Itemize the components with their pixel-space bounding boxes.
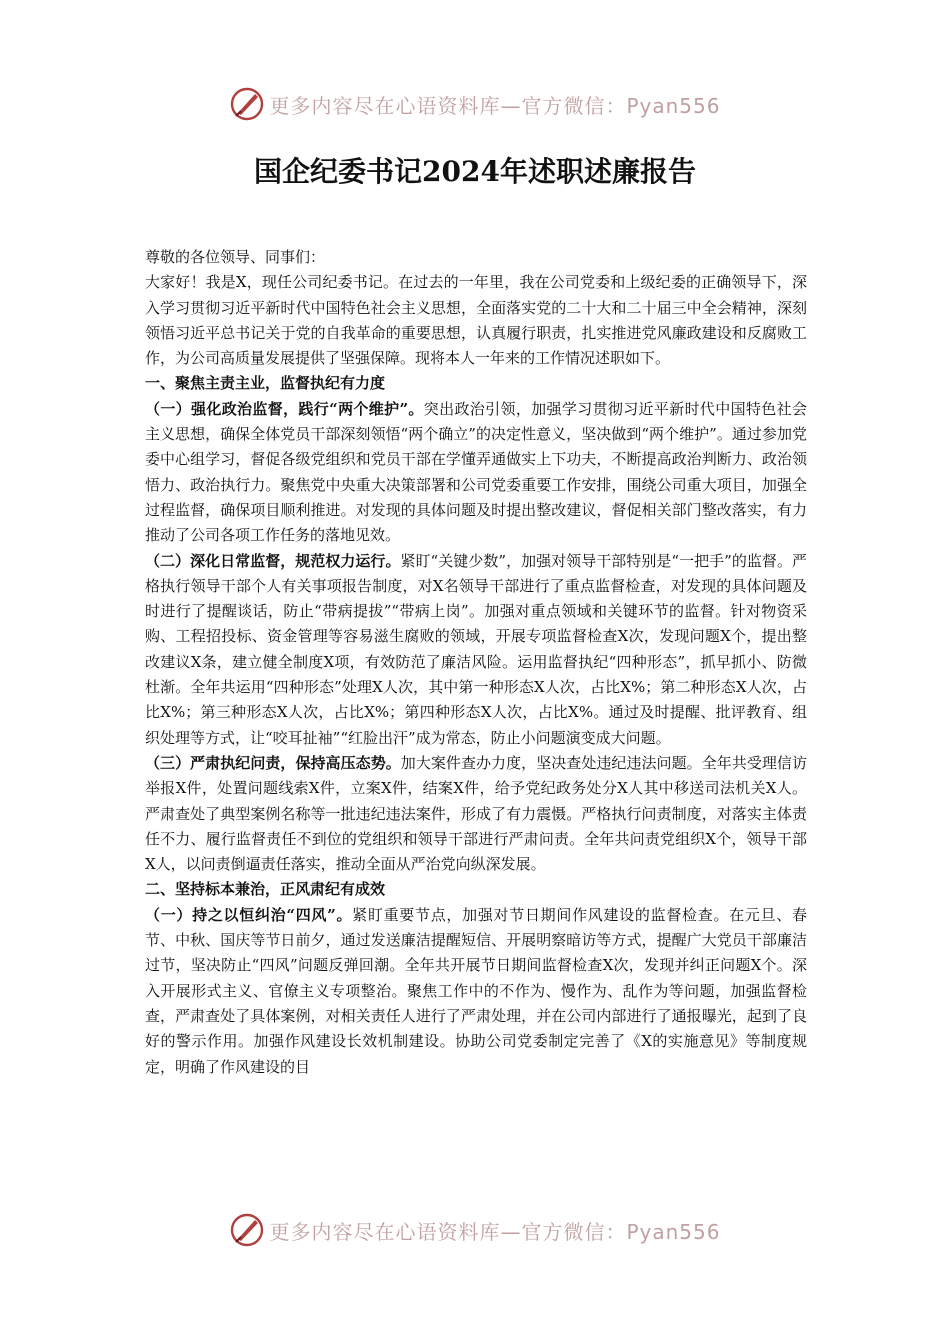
greeting: 尊敬的各位领导、同事们： <box>145 248 326 266</box>
section-heading: 一、聚焦主责主业，监督执纪有力度 <box>145 374 386 393</box>
paragraph <box>145 549 807 751</box>
paragraph-lead: （三）严肃执纪问责，保持高压态势。 <box>145 753 401 772</box>
intro-paragraph: 大家好！我是X，现任公司纪委书记。在过去的一年里，我在公司党委和上级纪委的正确领导下，深入学习贯彻习近平新时代中国特色社会主义思想，全面落实党的二十大和二十届三中全会精神，深刻领悟习近平总书记关于党的自我革命的重要思想，认真履行职责，扎实推进党风廉政建设和反腐败工作，为公司高质量发展提供了坚强保障。现将本人一年来的工作情况述职如下。 <box>145 273 807 368</box>
paragraph-text: 加大案件查办力度，坚决查处违纪违法问题。全年共受理信访举报X件，处置问题线索X件，立案X件，结案X件，给予党纪政务处分X人其中移送司法机关X人。严肃查处了典型案例名称等一批违纪违法案件，形成了有力震慑。严格执行问责制度，对落实主体责任不力、履行监督责任不到位的党组织和领导干部进行严肃问责。全年共问责党组织X个，领导干部X人，以问责倒逼责任落实，推动全面从严治党向纵深发展。 <box>145 753 807 874</box>
paragraph-lead: （一）持之以恒纠治“四风”。 <box>145 905 353 924</box>
paragraph-text: 突出政治引领，加强学习贯彻习近平新时代中国特色社会主义思想，确保全体党员干部深刻领悟“两个确立”的决定性意义，坚决做到“两个维护”。通过参加党委中心组学习，督促各级党组织和党员干部在学懂弄通做实上下功夫，不断提高政治判断力、政治领悟力、政治执行力。聚焦党中央重大决策部署和公司党委重要工作安排，围绕公司重大项目，加强全过程监督，确保项目顺利推进。对发现的具体问题及时提出整改建议，督促相关部门整改落实，有力推动了公司各项工作任务的落地见效。 <box>145 399 807 545</box>
feather-pen-logo-icon <box>229 86 265 122</box>
document-title: 国企纪委书记2024年述职述廉报告 <box>254 155 696 188</box>
banner-text: 更多内容尽在心语资料库—官方微信：Pyan556 <box>269 1219 721 1244</box>
banner-text: 更多内容尽在心语资料库—官方微信：Pyan556 <box>269 93 721 118</box>
paragraph-lead: （二）深化日常监督，规范权力运行。 <box>145 551 401 570</box>
paragraph-text: 紧盯“关键少数”，加强对领导干部特别是“一把手”的监督。严格执行领导干部个人有关事项报告制度，对X名领导干部进行了重点监督检查，对发现的具体问题及时进行了提醒谈话，防止“带病提拔”“带病上岗”。加强对重点领域和关键环节的监督。针对物资采购、工程招投标、资金管理等容易滋生腐败的领域，开展专项监督检查X次，发现问题X个，提出整改建议X条，建立健全制度X项，有效防范了廉洁风险。运用监督执纪“四种形态”，抓早抓小、防微杜渐。全年共运用“四种形态”处理X人次，其中第一种形态X人次，占比X%；第二种形态X人次，占比X%；第三种形态X人次，占比X%；第四种形态X人次，占比X%。通过及时提醒、批评教育、组织处理等方式，让“咬耳扯袖”“红脸出汗”成为常态，防止小问题演变成大问题。 <box>145 551 807 747</box>
paragraph-lead: （一）强化政治监督，践行“两个维护”。 <box>145 399 424 418</box>
feather-pen-logo-icon <box>229 1212 265 1248</box>
footer-banner <box>0 1210 950 1250</box>
header-banner <box>0 84 950 124</box>
document-body <box>145 245 807 1080</box>
paragraph <box>145 903 807 1080</box>
paragraph <box>145 751 807 877</box>
section-heading: 二、坚持标本兼治，正风肃纪有成效 <box>145 880 386 899</box>
paragraph-text: 紧盯重要节点，加强对节日期间作风建设的监督检查。在元旦、春节、中秋、国庆等节日前夕，通过发送廉洁提醒短信、开展明察暗访等方式，提醒广大党员干部廉洁过节，坚决防止“四风”问题反弹回潮。全年共开展节日期间监督检查X次，发现并纠正问题X个。深入开展形式主义、官僚主义专项整治。聚焦工作中的不作为、慢作为、乱作为等问题，加强监督检查，严肃查处了具体案例，对相关责任人进行了严肃处理，并在公司内部进行了通报曝光，起到了良好的警示作用。加强作风建设长效机制建设。协助公司党委制定完善了《X的实施意见》等制度规定，明确了作风建设的目 <box>145 905 807 1076</box>
paragraph <box>145 397 807 549</box>
